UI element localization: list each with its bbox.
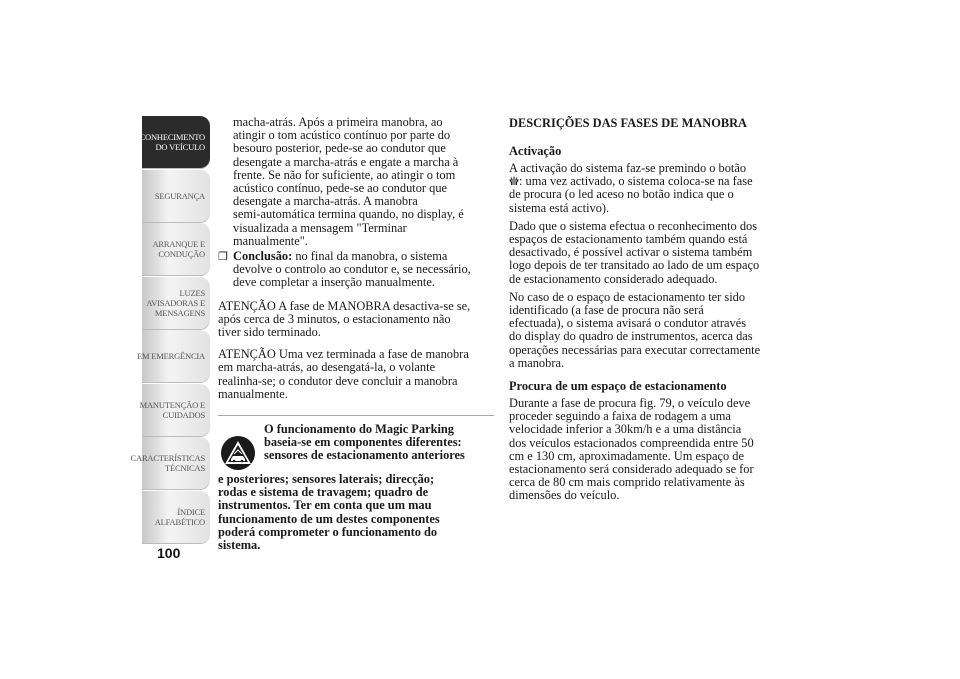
chapter-tab-label: AVISADORAS E bbox=[146, 297, 205, 308]
chapter-tab-1[interactable] bbox=[142, 170, 210, 222]
atencao-paragraph-2 bbox=[218, 348, 494, 401]
left-column bbox=[218, 116, 494, 552]
text-line: do display do quadro de instrumentos, acerca das bbox=[509, 329, 753, 344]
chapter-tab-label: CONHECIMENTO bbox=[139, 132, 205, 142]
chapter-tab-label: SEGURANÇA bbox=[154, 190, 205, 201]
chapter-tab-label: MANUTENÇÃO E bbox=[139, 399, 205, 410]
text-line: acústico contínuo, pede-se ao condutor que bbox=[233, 181, 448, 196]
text-line: rodas e sistema de travagem; quadro de bbox=[218, 485, 429, 500]
text-line: Durante a fase de procura fig. 79, o veículo deve bbox=[509, 396, 751, 411]
chapter-tab-label: TÉCNICAS bbox=[165, 463, 205, 473]
paragraph-3 bbox=[509, 291, 781, 370]
text-line: proceder seguindo a faixa de rodagem a uma bbox=[509, 409, 731, 424]
chapter-tab-label: DO VEÍCULO bbox=[155, 142, 205, 152]
bullet-rest bbox=[233, 263, 494, 289]
conclusion-bullet bbox=[218, 250, 494, 290]
activation-second-line: : uma vez activado, o sistema coloca-se na fase bbox=[509, 175, 781, 188]
section-title: DESCRIÇÕES DAS FASES DE MANOBRA bbox=[509, 116, 747, 130]
chapter-tab-label: ALFABÉTICO bbox=[154, 516, 205, 527]
page-number: 100 bbox=[157, 545, 181, 561]
text-line: realinha-se; o condutor deve concluir a manobra bbox=[218, 373, 458, 388]
text-line: manualmente. bbox=[218, 386, 288, 401]
chapter-tab-4[interactable] bbox=[137, 330, 210, 382]
activation-title: Activação bbox=[509, 144, 562, 158]
text-line: devolve o controlo ao condutor e, se necessário, bbox=[233, 262, 471, 277]
text-line: operações necessárias para executar correctamente bbox=[509, 342, 761, 357]
text-line: instrumentos. Ter em conta que um mau bbox=[218, 498, 432, 513]
right-column bbox=[509, 116, 781, 503]
warning-note bbox=[218, 423, 494, 552]
chapter-tab-0[interactable] bbox=[139, 116, 210, 168]
chapter-tab-label: CONDUÇÃO bbox=[158, 249, 205, 259]
intro-paragraph bbox=[218, 116, 494, 248]
text-line: cerca de 80 cm mais comprido relativamente às bbox=[509, 475, 745, 490]
chapter-tab-6[interactable] bbox=[130, 437, 210, 489]
text-line: funcionamento de um destes componentes bbox=[218, 511, 440, 526]
text-line: desengate a marcha-atrás. A manobra bbox=[233, 194, 418, 209]
chapter-tab-7[interactable] bbox=[142, 491, 210, 543]
chapter-tab-3[interactable] bbox=[142, 277, 210, 329]
text-line: desactivado, é possível activar o sistema também bbox=[509, 245, 753, 260]
text-line: em marcha-atrás, ao desengatá-la, o volante bbox=[218, 360, 436, 375]
bullet-square-icon: ❒ bbox=[218, 251, 228, 264]
text-line: macha-atrás. Após a primeira manobra, ao bbox=[233, 115, 443, 129]
text-line: sistema. bbox=[218, 538, 261, 553]
note-indented-text bbox=[218, 423, 494, 463]
text-line: ATENÇÃO Uma vez terminada a fase de manobra bbox=[218, 347, 469, 362]
chapter-tab-label: EM EMERGÊNCIA bbox=[137, 351, 205, 361]
text-line: atingir o tom acústico contínuo por parte do bbox=[233, 128, 451, 143]
text-line: logo depois de ter transitado ao lado de um espaço bbox=[509, 258, 760, 273]
chapter-tab-label: LUZES bbox=[179, 287, 205, 298]
text-line: efectuada), o sistema avisará o condutor através bbox=[509, 316, 747, 331]
text-line: sistema está activo). bbox=[509, 200, 610, 215]
note-divider bbox=[218, 415, 494, 416]
text-line: estacionamento será considerado adequado se for bbox=[509, 462, 754, 477]
text-line: velocidade inferior a 30km/h e a uma distância bbox=[509, 422, 742, 437]
chapter-tab-label: CARACTERÍSTICAS bbox=[130, 453, 205, 463]
text-line: de estacionamento considerado adequado. bbox=[509, 271, 718, 286]
text-line: No caso de o espaço de estacionamento ter sido bbox=[509, 289, 746, 304]
activation-rest bbox=[509, 188, 781, 214]
text-line: identificado (a fase de procura não será bbox=[509, 303, 704, 318]
paragraph-4 bbox=[509, 397, 781, 503]
note-full-text bbox=[218, 473, 494, 552]
text-line: semi-automática termina quando, no display, é bbox=[233, 207, 464, 222]
text-line: baseia-se em componentes diferentes: bbox=[264, 435, 462, 450]
text-line: tiver sido terminado. bbox=[218, 325, 321, 340]
bullet-first-line: no final da manobra, o sistema bbox=[292, 249, 448, 264]
activation-first-line: A activação do sistema faz-se premindo o botão bbox=[509, 161, 747, 175]
activation-paragraph bbox=[509, 162, 781, 215]
text-line: de procura (o led aceso no botão indica que o bbox=[509, 187, 734, 202]
text-line: desengate a marcha-atrás e engate a marcha à bbox=[233, 154, 459, 169]
text-line: dos veículos estacionados compreendida entre 50 bbox=[509, 435, 754, 450]
text-line: frente. Se não for suficiente, ao atingir o tom bbox=[233, 167, 456, 182]
warning-car-icon bbox=[220, 435, 256, 471]
text-line: espaços de estacionamento também quando está bbox=[509, 232, 748, 247]
paragraph-2 bbox=[509, 220, 781, 286]
text-line: O funcionamento do Magic Parking bbox=[264, 422, 454, 437]
atencao-paragraph-1 bbox=[218, 300, 494, 340]
text-line: dimensões do veículo. bbox=[509, 488, 620, 503]
chapter-tab-label: CUIDADOS bbox=[162, 409, 205, 420]
magic-parking-button-icon bbox=[509, 176, 519, 186]
text-line: visualizada a mensagem "Terminar bbox=[233, 220, 407, 235]
text-line: após cerca de 3 minutos, o estacionamento não bbox=[218, 311, 451, 326]
text-line: poderá comprometer o funcionamento do bbox=[218, 524, 438, 539]
text-line: ATENÇÃO A fase de MANOBRA desactiva-se se, bbox=[218, 298, 471, 313]
text-line: besouro posterior, pede-se ao condutor que bbox=[233, 141, 446, 156]
chapter-tab-label: ARRANQUE E bbox=[152, 239, 205, 249]
chapter-tab-2[interactable] bbox=[142, 223, 210, 275]
text-line: manualmente". bbox=[233, 233, 308, 248]
search-title: Procura de um espaço de estacionamento bbox=[509, 379, 727, 394]
text-line: Dado que o sistema efectua o reconhecimento dos bbox=[509, 218, 758, 233]
chapter-tab-label: ÍNDICE bbox=[177, 506, 205, 517]
bullet-label: Conclusão: bbox=[233, 249, 293, 264]
text-line: e posteriores; sensores laterais; direcção; bbox=[218, 472, 435, 487]
text-line: deve completar a inserção manualmente. bbox=[233, 275, 435, 290]
chapter-tab-5[interactable] bbox=[139, 384, 210, 436]
chapter-tab-label: MENSAGENS bbox=[154, 307, 205, 318]
text-line: a manobra. bbox=[509, 355, 565, 370]
text-line: sensores de estacionamento anteriores bbox=[264, 448, 465, 463]
text-line: cm e 130 cm, aproximadamente. Um espaço de bbox=[509, 448, 744, 463]
